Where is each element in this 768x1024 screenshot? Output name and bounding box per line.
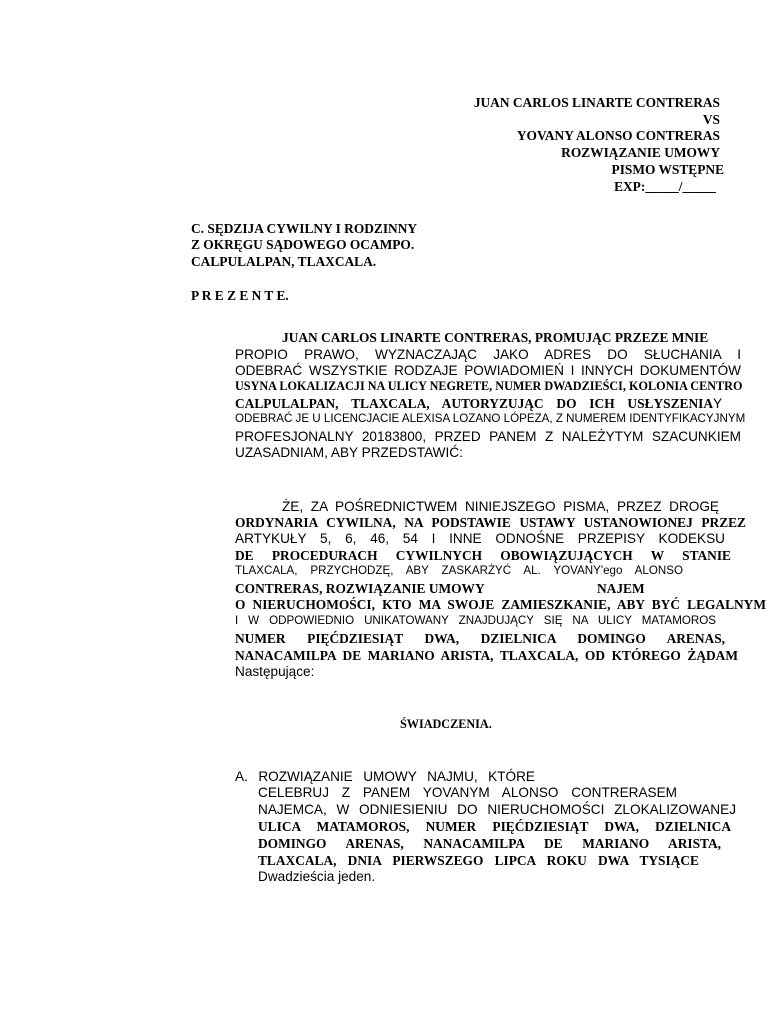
header-line-2: VS: [702, 112, 720, 127]
body-line-2: ORDYNARIA CYWILNA, NA PODSTAWIE USTAWY USTANOWIONEJ PRZEZ: [235, 515, 746, 530]
intro-line-5: [235, 397, 741, 411]
intro-line-1-text: JUAN CARLOS LINARTE CONTRERAS, PROMUJĄC PRZEZE MNIE: [282, 330, 709, 345]
item-a-line-2: CELEBRUJ Z PANEM YOVANYM ALONSO CONTRERASEM: [258, 785, 677, 800]
intro-line-6: ODEBRAĆ JE U LICENCJACIE ALEXISA LOZANO LÓPEZA, Z NUMEREM IDENTYFIKACYJNYM: [235, 412, 746, 425]
header-line-3: YOVANY ALONSO CONTRERAS: [516, 128, 720, 143]
intro-line-5-text: CALPULALPAN, TLAXCALA, AUTORYZUJĄC DO ICH USŁYSZENIA: [235, 396, 713, 411]
intro-line-1: [282, 331, 741, 344]
intro-line-3: ODEBRAĆ WSZYSTKIE RODZAJE POWIADOMIEŃ I INNYCH DOKUMENTÓW: [235, 363, 741, 378]
body-line-6-text: CONTRERAS, ROZWIĄZANIE UMOWY: [235, 581, 485, 596]
header-line-6: EXP:_____/_____: [614, 179, 716, 194]
intro-line-5-suffix: Y: [713, 396, 723, 411]
item-a-line-5: DOMINGO ARENAS, NANACAMILPA DE MARIANO ARISTA,: [258, 836, 721, 851]
body-line-1: ŻE, ZA POŚREDNICTWEM NINIEJSZEGO PISMA, PRZEZ DROGĘ: [282, 499, 719, 514]
addressee-line-1: C. SĘDZIJA CYWILNY I RODZINNY: [191, 221, 418, 236]
item-a-line-4: ULICA MATAMOROS, NUMER PIĘĆDZIESIĄT DWA, DZIELNICA: [258, 819, 731, 834]
item-a-line-6: TLAXCALA, DNIA PIERWSZEGO LIPCA ROKU DWA TYSIĄCE: [258, 853, 699, 868]
body-line-4: DE PROCEDURACH CYWILNYCH OBOWIĄZUJĄCYCH W STANIE: [235, 548, 731, 563]
body-line-8: I W ODPOWIEDNIO UNIKATOWANY ZNAJDUJĄCY SIĘ NA ULICY MATAMOROS: [235, 614, 716, 627]
body-line-11: Następujące:: [235, 664, 315, 679]
intro-line-8: UZASADNIAM, ABY PRZEDSTAWIĆ:: [235, 445, 463, 460]
header-line-1: JUAN CARLOS LINARTE CONTRERAS: [473, 95, 720, 110]
item-a-line-3: NAJEMCA, W ODNIESIENIU DO NIERUCHOMOŚCI ZLOKALIZOWANEJ: [258, 802, 736, 817]
body-line-6: [235, 582, 485, 595]
salutation: P R E Z E N T E.: [191, 288, 289, 303]
header-line-5: PISMO WSTĘPNE: [611, 162, 724, 177]
addressee-line-2: Z OKRĘGU SĄDOWEGO OCAMPO.: [191, 237, 415, 252]
intro-line-7: PROFESJONALNY 20183800, PRZED PANEM Z NALEŻYTYM SZACUNKIEM: [235, 429, 741, 444]
intro-line-2: PROPIO PRAWO, WYZNACZAJĄC JAKO ADRES DO SŁUCHANIA I: [235, 347, 741, 362]
intro-line-4: USYNA LOKALIZACJI NA ULICY NEGRETE, NUMER DWADZIEŚCI, KOLONIA CENTRO: [235, 379, 743, 393]
body-line-10: NANACAMILPA DE MARIANO ARISTA, TLAXCALA, OD KTÓREGO ŻĄDAM: [235, 648, 738, 663]
body-line-7: O NIERUCHOMOŚCI, KTO MA SWOJE ZAMIESZKANIE, ABY BYĆ LEGALNYM: [235, 597, 766, 612]
item-a-line-1: A. ROZWIĄZANIE UMOWY NAJMU, KTÓRE: [235, 769, 535, 784]
section-title: ŚWIADCZENIA.: [400, 717, 492, 731]
addressee-line-3: CALPULALPAN, TLAXCALA.: [191, 254, 377, 269]
body-line-9: NUMER PIĘĆDZIESIĄT DWA, DZIELNICA DOMINGO ARENAS,: [235, 631, 725, 646]
item-a-line-7: Dwadzieścia jeden.: [258, 869, 376, 884]
body-line-3: ARTYKUŁY 5, 6, 46, 54 I INNE ODNOŚNE PRZEPISY KODEKSU: [235, 531, 725, 546]
body-line-6-najem: NAJEM: [597, 581, 645, 596]
header-line-4: ROZWIĄZANIE UMOWY: [561, 145, 720, 160]
body-line-5: TLAXCALA, PRZYCHODZĘ, ABY ZASKARŻYĆ AL. YOVANY'ego ALONSO: [235, 564, 683, 577]
